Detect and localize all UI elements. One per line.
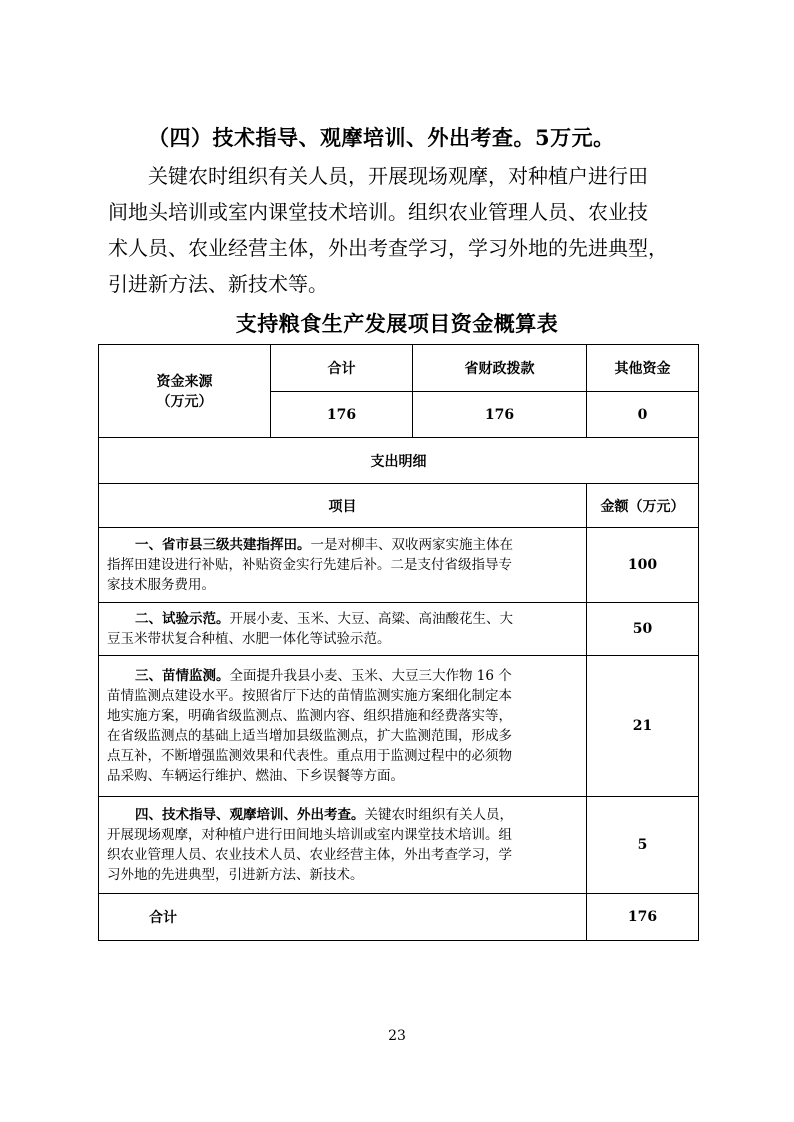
amount-header: 金额（万元） (587, 484, 699, 528)
table-row (99, 528, 699, 603)
funding-source-label: 资金来源 （万元） (99, 345, 271, 438)
table-row (99, 345, 699, 392)
item-description: 四、技术指导、观摩培训、外出考查。关键农时组织有关人员， 开展现场观摩，对种植户进行田间地头培训或室内课堂技术培训。组 织农业管理人员、农业技术人员、农业经营主体，外出考查学习，学 习外地的先进典型，引进新方法、新技术。 (99, 797, 587, 894)
table-row (99, 603, 699, 656)
item-description: 二、试验示范。开展小麦、玉米、大豆、高粱、高油酸花生、大 豆玉米带状复合种植、水肥一体化等试验示范。 (99, 603, 587, 656)
table-row (99, 438, 699, 484)
item-description: 三、苗情监测。全面提升我县小麦、玉米、大豆三大作物 16 个 苗情监测点建设水平。按照省厅下达的苗情监测实施方案细化制定本 地实施方案，明确省级监测点、监测内容、组织措施和经费落实等， 在省级监测点的基础上适当增加县级监测点，扩大监测范围，形成多 点互补，不断增强监测效果和代表性。重点用于监测过程中的必须物 品采购、车辆运行维护、燃油、下乡误餐等方面。 (99, 656, 587, 797)
table-row (99, 797, 699, 894)
val-provincial: 176 (413, 392, 587, 438)
table-row (99, 656, 699, 797)
section-paragraph (108, 158, 696, 302)
table-row (99, 894, 699, 941)
item-description: 一、省市县三级共建指挥田。一是对柳丰、双收两家实施主体在 指挥田建设进行补贴，补贴资金实行先建后补。二是支付省级指导专 家技术服务费用。 (99, 528, 587, 603)
paragraph-line: 关键农时组织有关人员，开展现场观摩，对种植户进行田 (148, 164, 648, 188)
col-total-header: 合计 (271, 345, 413, 392)
paragraph-line: 引进新方法、新技术等。 (108, 272, 328, 296)
budget-table (98, 344, 699, 941)
col-other-header: 其他资金 (587, 345, 699, 392)
paragraph-line: 术人员、农业经营主体，外出考查学习，学习外地的先进典型， (108, 236, 668, 260)
item-amount: 50 (587, 603, 699, 656)
table-title: 支持粮食生产发展项目资金概算表 (235, 311, 559, 336)
item-header: 项目 (99, 484, 587, 528)
paragraph-line: 间地头培训或室内课堂技术培训。组织农业管理人员、农业技 (108, 200, 648, 224)
page-number: 23 (388, 1028, 406, 1044)
total-amount: 176 (587, 894, 699, 941)
item-amount: 5 (587, 797, 699, 894)
total-label: 合计 (99, 894, 587, 941)
item-amount: 100 (587, 528, 699, 603)
detail-header: 支出明细 (99, 438, 699, 484)
item-amount: 21 (587, 656, 699, 797)
section-heading: （四）技术指导、观摩培训、外出考查。5万元。 (148, 125, 615, 150)
col-provincial-header: 省财政拨款 (413, 345, 587, 392)
val-other: 0 (587, 392, 699, 438)
val-total: 176 (271, 392, 413, 438)
table-row (99, 484, 699, 528)
